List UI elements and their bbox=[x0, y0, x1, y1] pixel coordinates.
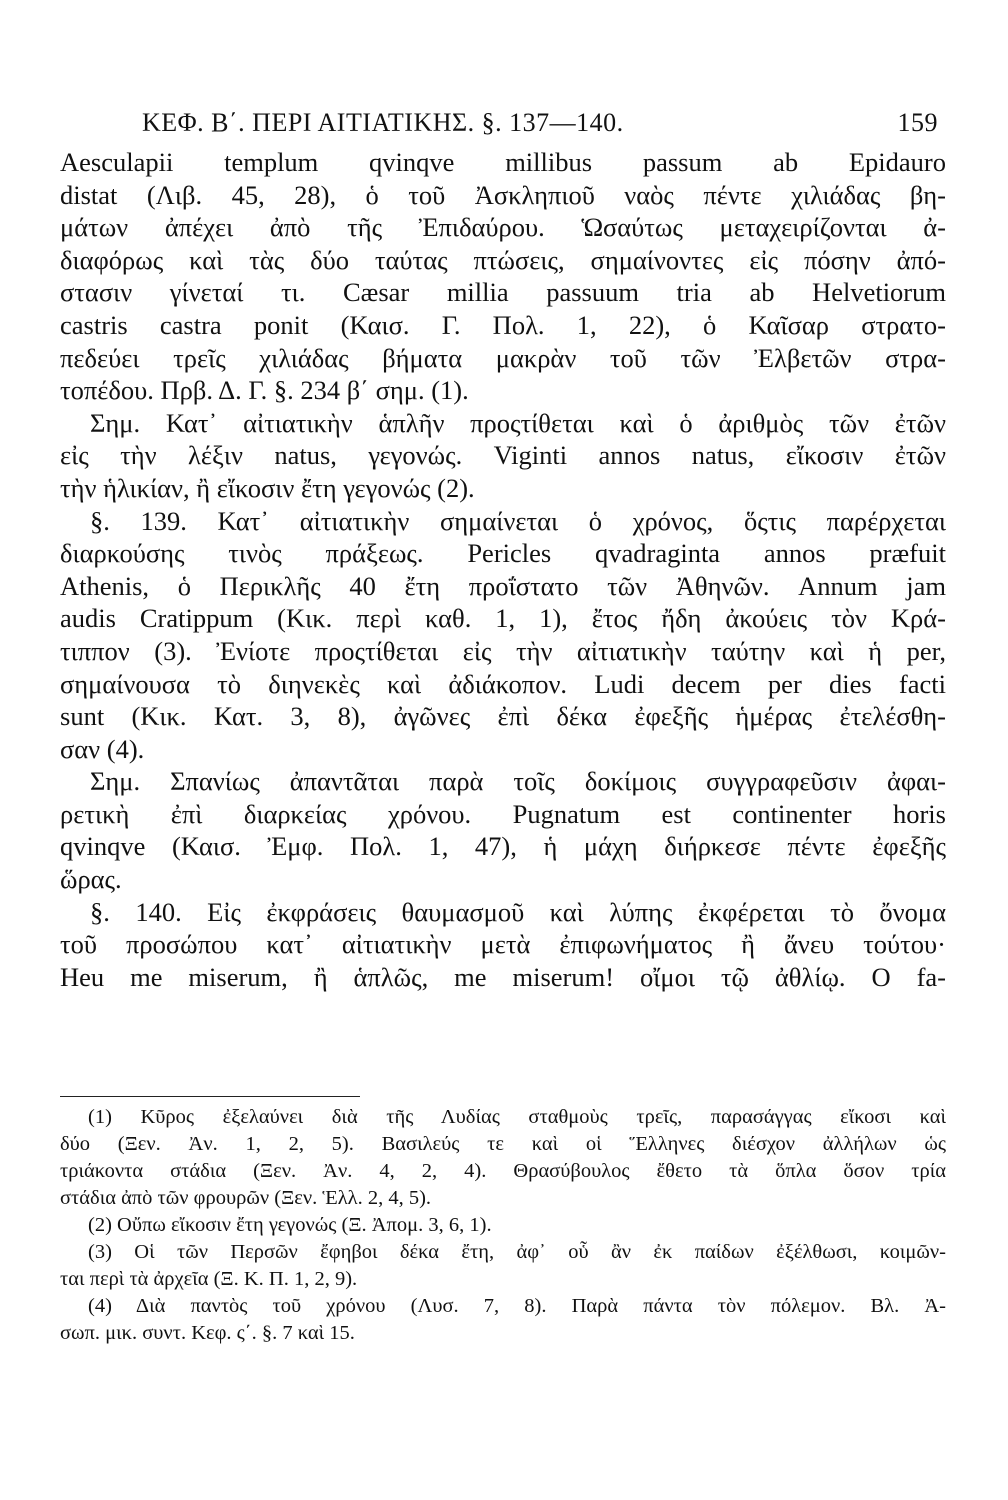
main-text bbox=[60, 146, 946, 993]
section-139-heading-line: §. 139. Κατ᾽ αἰτιατικὴν σημαίνεται ὁ χρόνος, ὅςτις παρέρχεται bbox=[90, 505, 946, 536]
footnote-line: δύο (Ξεν. Ἀν. 1, 2, 5). Βασιλεύς τε καὶ οἱ Ἕλληνες διέσχον ἀλλήλων ὡς bbox=[60, 1133, 946, 1155]
running-title: ΚΕΦ. Β΄. ΠΕΡΙ ΑΙΤΙΑΤΙΚΗΣ. §. 137—140. bbox=[142, 108, 624, 137]
page-number: 159 bbox=[897, 108, 938, 137]
text-line: διαρκούσης τινὸς πράξεως. Pericles qvadraginta annos præfuit bbox=[60, 538, 946, 569]
text-line: Heu me miserum, ἢ ἁπλῶς, me miserum! οἴμοι τῷ ἀθλίῳ. O fa- bbox=[60, 961, 946, 992]
footnote-line: (2) Οὔπω εἴκοσιν ἔτη γεγονώς (Ξ. Ἀπομ. 3, 6, 1). bbox=[88, 1214, 492, 1236]
text-line: διαφόρως καὶ τὰς δύο ταύτας πτώσεις, σημαίνοντες εἰς πόσην ἀπό- bbox=[60, 244, 946, 275]
footnote-line: ται περὶ τὰ ἀρχεῖα (Ξ. Κ. Π. 1, 2, 9). bbox=[60, 1268, 358, 1290]
text-line: Athenis, ὁ Περικλῆς 40 ἔτη προΐστατο τῶν Ἀθηνῶν. Annum jam bbox=[60, 570, 946, 601]
text-line: τοῦ προσώπου κατ᾽ αἰτιατικὴν μετὰ ἐπιφωνήματος ἢ ἄνευ τούτου· bbox=[60, 929, 946, 960]
footnote-separator bbox=[60, 1096, 360, 1097]
footnotes bbox=[60, 1104, 946, 1347]
text-line: ρετικὴ ἐπὶ διαρκείας χρόνου. Pugnatum est continenter horis bbox=[60, 798, 946, 829]
text-line: distat (Λιβ. 45, 28), ὁ τοῦ Ἀσκληπιοῦ ναὸς πέντε χιλιάδας βη- bbox=[60, 179, 946, 210]
text-line: σαν (4). bbox=[60, 733, 145, 764]
text-line: ὥρας. bbox=[60, 864, 122, 895]
footnote-line: στάδια ἀπὸ τῶν φρουρῶν (Ξεν. Ἑλλ. 2, 4, 5). bbox=[60, 1187, 432, 1209]
running-header bbox=[60, 108, 960, 142]
footnote-line: τριάκοντα στάδια (Ξεν. Ἀν. 4, 2, 4). Θρασύβουλος ἔθετο τὰ ὅπλα ὅσον τρία bbox=[60, 1160, 946, 1182]
book-page bbox=[60, 0, 960, 1500]
text-line: μάτων ἀπέχει ἀπὸ τῆς Ἐπιδαύρου. Ὡσαύτως μεταχειρίζονται ἀ- bbox=[60, 212, 946, 243]
footnote-line: σωπ. μικ. συντ. Κεφ. ς΄. §. 7 καὶ 15. bbox=[60, 1322, 355, 1344]
note-paragraph-line: Σημ. Κατ᾽ αἰτιατικὴν ἁπλῆν προςτίθεται καὶ ὁ ἀριθμὸς τῶν ἐτῶν bbox=[90, 407, 946, 438]
text-line: qvinqve (Καισ. Ἐμφ. Πολ. 1, 47), ἡ μάχη διήρκεσε πέντε ἐφεξῆς bbox=[60, 831, 946, 862]
text-line: audis Cratippum (Κικ. περὶ καθ. 1, 1), ἔτος ἤδη ἀκούεις τὸν Κρά- bbox=[60, 603, 946, 634]
footnote-line: (4) Διὰ παντὸς τοῦ χρόνου (Λυσ. 7, 8). Παρὰ πάντα τὸν πόλεμον. Βλ. Ἀ- bbox=[88, 1295, 946, 1317]
footnote-line: (3) Οἱ τῶν Περσῶν ἔφηβοι δέκα ἔτη, ἀφ᾽ οὗ ἂν ἐκ παίδων ἐξέλθωσι, κοιμῶν- bbox=[88, 1241, 946, 1263]
section-140-heading-line: §. 140. Εἰς ἐκφράσεις θαυμασμοῦ καὶ λύπης ἐκφέρεται τὸ ὄνομα bbox=[90, 896, 946, 927]
footnote-line: (1) Κῦρος ἐξελαύνει διὰ τῆς Λυδίας σταθμοὺς τρεῖς, παρασάγγας εἴκοσι καὶ bbox=[88, 1106, 946, 1128]
text-line: τὴν ἡλικίαν, ἢ εἴκοσιν ἔτη γεγονώς (2). bbox=[60, 472, 475, 503]
text-line: πεδεύει τρεῖς χιλιάδας βήματα μακρὰν τοῦ τῶν Ἐλβετῶν στρα- bbox=[60, 342, 946, 373]
text-line: castris castra ponit (Καισ. Γ. Πολ. 1, 22), ὁ Καῖσαρ στρατο- bbox=[60, 309, 946, 340]
text-line: τοπέδου. Πρβ. Δ. Γ. §. 234 β΄ σημ. (1). bbox=[60, 375, 469, 406]
text-line: sunt (Κικ. Κατ. 3, 8), ἀγῶνες ἐπὶ δέκα ἐφεξῆς ἡμέρας ἐτελέσθη- bbox=[60, 701, 946, 732]
text-line: τιππον (3). Ἐνίοτε προςτίθεται εἰς τὴν αἰτιατικὴν ταύτην καὶ ἡ per, bbox=[60, 635, 946, 666]
text-line: στασιν γίνεταί τι. Cæsar millia passuum tria ab Helvetiorum bbox=[60, 277, 946, 308]
text-line: εἰς τὴν λέξιν natus, γεγονώς. Viginti annos natus, εἴκοσιν ἐτῶν bbox=[60, 440, 946, 471]
note-paragraph-line: Σημ. Σπανίως ἀπαντᾶται παρὰ τοῖς δοκίμοις συγγραφεῦσιν ἀφαι- bbox=[90, 766, 946, 797]
text-line: Aesculapii templum qvinqve millibus passum ab Epidauro bbox=[60, 147, 946, 177]
text-line: σημαίνουσα τὸ διηνεκὲς καὶ ἀδιάκοπον. Ludi decem per dies facti bbox=[60, 668, 946, 699]
